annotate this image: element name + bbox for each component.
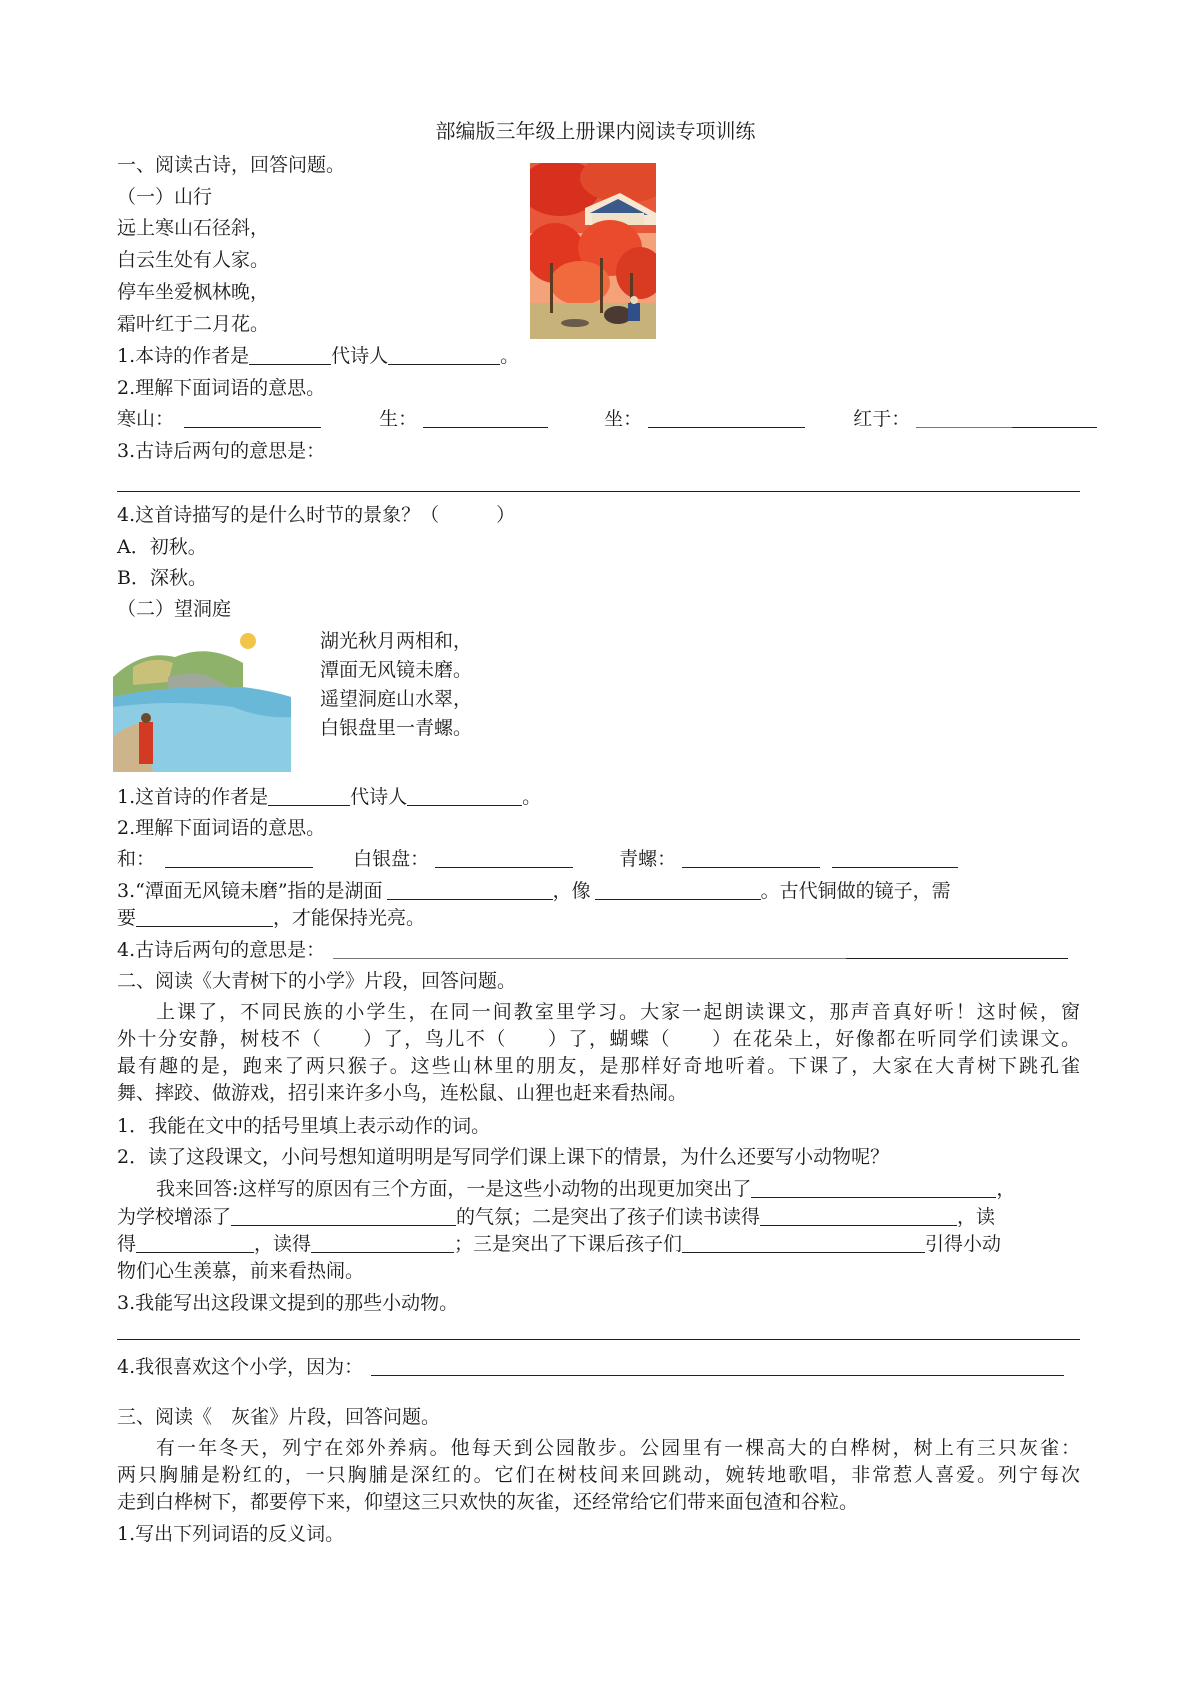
question-text: 引得小动 [925, 1233, 1002, 1255]
word-label: 生： [379, 408, 418, 430]
question-text: 1.这首诗的作者是 [117, 786, 269, 808]
answer-blank[interactable] [916, 407, 1012, 428]
answer-blank[interactable] [249, 344, 331, 365]
word-label: 青螺： [619, 848, 677, 870]
poem-1-line: 霜叶红于二月花。 [117, 313, 270, 335]
question-text: 代诗人 [331, 345, 389, 367]
answer-line-4: 物们心生羡慕，前来看热闹。 [117, 1260, 365, 1282]
answer-blank[interactable] [268, 785, 350, 806]
question-meaning: 2.理解下面词语的意思。 [117, 817, 326, 839]
answer-blank[interactable] [760, 1205, 957, 1226]
answer-blank[interactable] [388, 344, 500, 365]
question-text: 得 [117, 1233, 137, 1255]
answer-blank[interactable] [682, 847, 820, 868]
section-2-heading: 二、阅读《大青树下的小学》片段，回答问题。 [117, 970, 517, 992]
word-label: 寒山： [117, 408, 175, 430]
answer-line[interactable] [117, 1339, 1080, 1340]
answer-blank[interactable] [136, 906, 273, 927]
option-a: A．初秋。 [117, 536, 207, 558]
question-meaning-lines [117, 936, 1068, 964]
option-b: B．深秋。 [117, 567, 207, 589]
question-text: ；三是突出了下课后孩子们 [454, 1233, 683, 1255]
question-text: 的气氛；二是突出了孩子们读书读得 [456, 1206, 761, 1228]
section-3-heading: 三、阅读《 灰雀》片段，回答问题。 [117, 1406, 441, 1428]
word-label: 红于： [853, 408, 911, 430]
passage-line: 外十分安静，树枝不（ ）了，鸟儿不（ ）了，蝴蝶（ ）在花朵上，好像都在听同学们读课文。 [117, 1028, 1080, 1050]
answer-blank[interactable] [648, 407, 805, 428]
word-label: 和： [117, 848, 156, 870]
question-mirror [117, 877, 951, 905]
question-mirror-cont [117, 904, 425, 932]
poem-2-line: 白银盘里一青螺。 [320, 717, 473, 739]
question-meaning: 2.理解下面词语的意思。 [117, 377, 326, 399]
question-text: 要 [117, 907, 137, 929]
answer-blank[interactable] [371, 1355, 1064, 1376]
question-text: ，像 [552, 880, 591, 902]
question-text: 。古代铜做的镜子，需 [760, 880, 951, 902]
poem-2-line: 潭面无风镜未磨。 [320, 659, 473, 681]
autumn-mountain-illustration [530, 163, 656, 339]
answer-blank[interactable] [435, 847, 573, 868]
answer-blank[interactable] [423, 407, 548, 428]
question-why-animals: 2．读了这段课文，小问号想知道明明是写同学们课上课下的情景，为什么还要写小动物呢？ [117, 1146, 890, 1168]
answer-blank[interactable] [184, 407, 321, 428]
poem-1-line: 停车坐爱枫林晚， [117, 281, 270, 303]
answer-blank[interactable] [333, 938, 846, 959]
question-animals: 3.我能写出这段课文提到的那些小动物。 [117, 1292, 459, 1314]
passage-line: 走到白桦树下，都要停下来，仰望这三只欢快的灰雀，还经常给它们带来面包渣和谷粒。 [117, 1491, 859, 1513]
page-title: 部编版三年级上册课内阅读专项训练 [435, 119, 756, 143]
answer-blank[interactable] [311, 1232, 454, 1253]
answer-blank[interactable] [682, 1232, 925, 1253]
question-author [117, 783, 541, 811]
answer-blank[interactable] [1012, 407, 1097, 428]
section-1-heading: 一、阅读古诗，回答问题。 [117, 154, 346, 176]
question-text: ，读得 [254, 1233, 312, 1255]
answer-blank[interactable] [165, 847, 313, 868]
question-text: 4.古诗后两句的意思是： [117, 939, 326, 961]
question-text: 1.本诗的作者是 [117, 345, 250, 367]
question-text: 。 [522, 786, 542, 808]
answer-line-3 [117, 1230, 1001, 1258]
question-text: ， [996, 1178, 1016, 1200]
question-text: ，读 [957, 1206, 996, 1228]
answer-blank[interactable] [846, 938, 1068, 959]
answer-blank[interactable] [751, 1177, 996, 1198]
question-fill-brackets: 1．我能在文中的括号里填上表示动作的词。 [117, 1115, 491, 1137]
word-meaning-row [117, 845, 958, 873]
answer-blank[interactable] [136, 1232, 254, 1253]
passage-line: 最有趣的是，跑来了两只猴子。这些山林里的朋友，是那样好奇地听着。下课了，大家在大青树下跳孔雀 [117, 1055, 1080, 1077]
question-author [117, 342, 519, 370]
passage-line: 舞、摔跤、做游戏，招引来许多小鸟，连松鼠、山狸也赶来看热闹。 [117, 1082, 688, 1104]
question-text: 代诗人 [350, 786, 408, 808]
answer-line-1 [156, 1175, 1015, 1203]
question-text: 为学校增添了 [117, 1206, 232, 1228]
word-label: 白银盘： [353, 848, 430, 870]
question-text: 4.我很喜欢这个小学，因为： [117, 1356, 364, 1378]
question-season: 4.这首诗描写的是什么时节的景象？（ ） [117, 504, 516, 526]
poem-1-label: （一）山行 [117, 186, 213, 208]
answer-blank[interactable] [832, 847, 958, 868]
poem-1-line: 白云生处有人家。 [117, 249, 270, 271]
passage-line: 上课了，不同民族的小学生，在同一间教室里学习。大家一起朗读课文，那声音真好听！这时候，窗 [156, 1001, 1080, 1023]
answer-blank[interactable] [387, 879, 553, 900]
answer-line-2 [117, 1203, 995, 1231]
poem-2-label: （二）望洞庭 [117, 598, 232, 620]
answer-line[interactable] [117, 491, 1080, 492]
question-text: 。 [500, 345, 520, 367]
passage-line: 有一年冬天，列宁在郊外养病。他每天到公园散步。公园里有一棵高大的白桦树，树上有三只灰雀： [156, 1437, 1080, 1459]
question-antonyms: 1.写出下列词语的反义词。 [117, 1523, 345, 1545]
question-text: 我来回答:这样写的原因有三个方面，一是这些小动物的出现更加突出了 [156, 1178, 752, 1200]
passage-line: 两只胸脯是粉红的，一只胸脯是深红的。它们在树枝间来回跳动，婉转地歌唱，非常惹人喜爱。列宁每次 [117, 1464, 1080, 1486]
poem-2-line: 湖光秋月两相和， [320, 630, 473, 652]
answer-blank[interactable] [595, 879, 761, 900]
word-meaning-row [117, 405, 1097, 433]
answer-blank[interactable] [231, 1205, 456, 1226]
question-like-school [117, 1353, 1064, 1381]
question-text: 3.“潭面无风镜未磨”指的是湖面 [117, 880, 383, 902]
question-meaning-lines: 3.古诗后两句的意思是： [117, 440, 326, 462]
question-text: ，才能保持光亮。 [273, 907, 426, 929]
answer-blank[interactable] [407, 785, 522, 806]
poem-2-line: 遥望洞庭山水翠， [320, 688, 473, 710]
word-label: 坐： [604, 408, 643, 430]
lake-dongting-illustration [113, 627, 291, 772]
poem-1-line: 远上寒山石径斜， [117, 217, 270, 239]
